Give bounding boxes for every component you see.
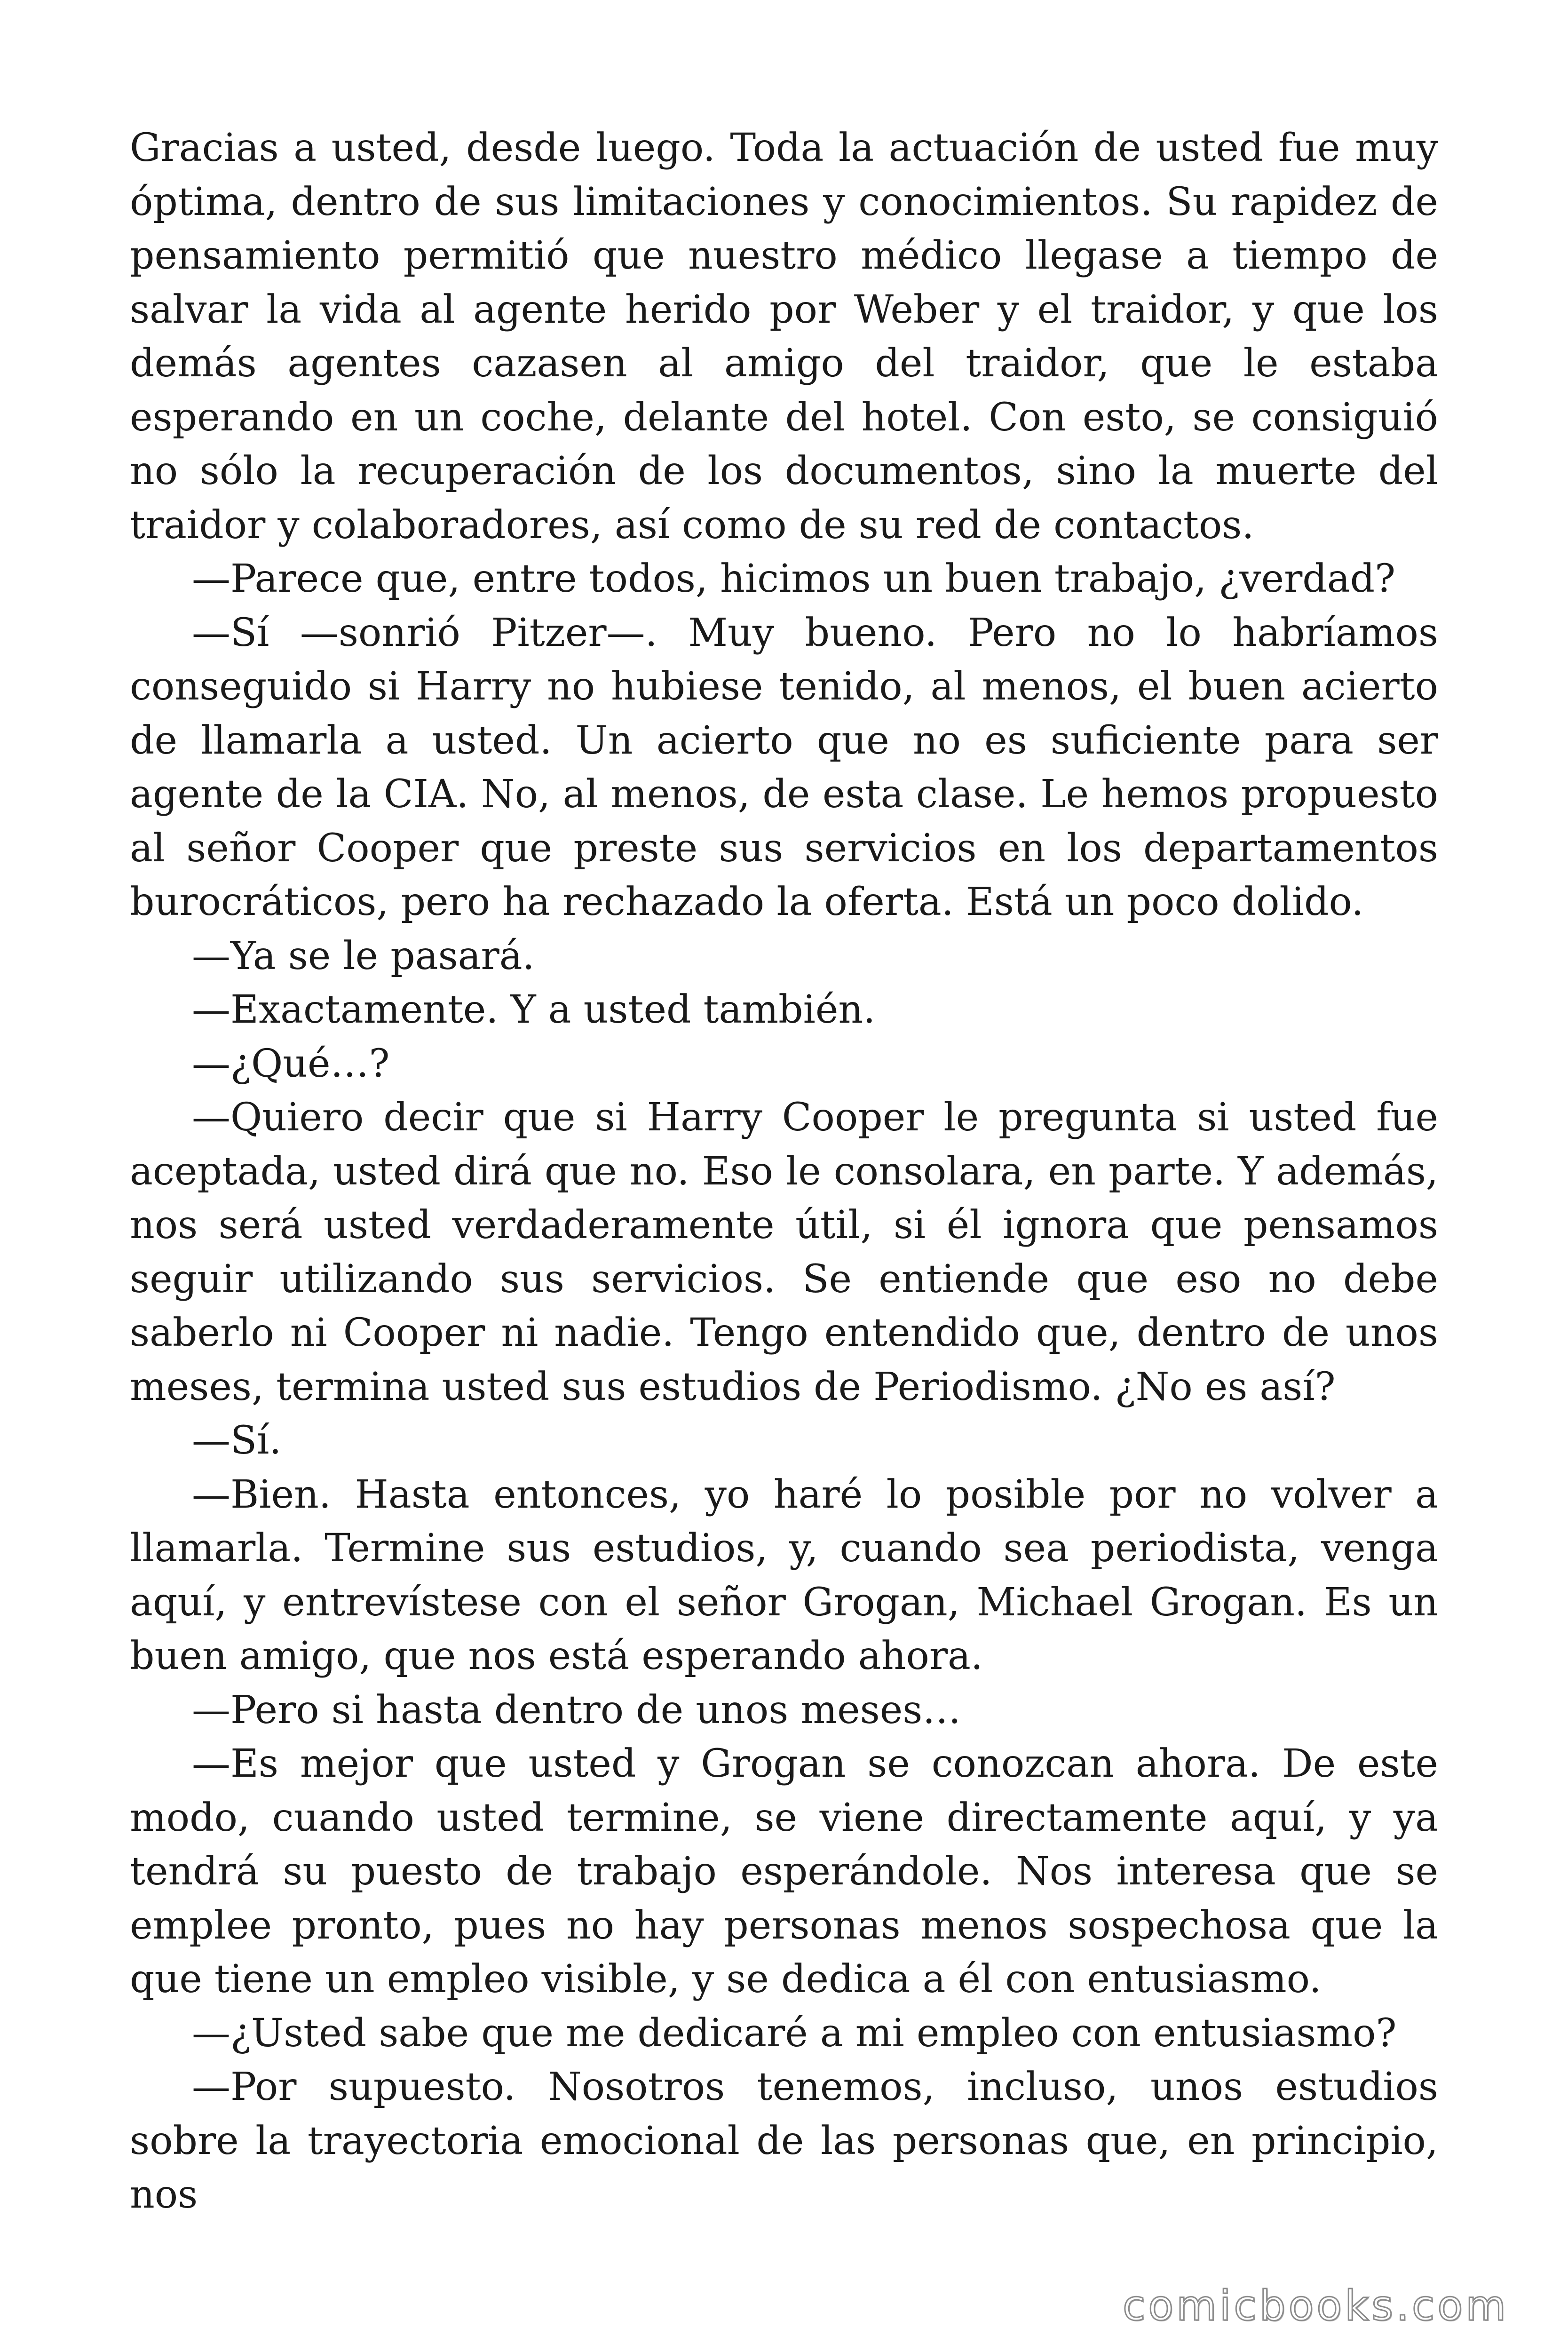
dialogue-paragraph: —Es mejor que usted y Grogan se conozcan ahora. De este modo, cuando usted termine, se viene directamente aquí, y ya tendrá su puesto de trabajo esperándole. Nos interesa que se emplee pronto, pues no hay personas menos sospechosa que la que tiene un empleo visible, y se dedica a él con entusiasmo. — [130, 1741, 1438, 2002]
dialogue-paragraph: —Ya se le pasará. — [192, 933, 535, 978]
dialogue-paragraph: —Sí —sonrió Pitzer—. Muy bueno. Pero no lo habríamos conseguido si Harry no hubiese tenido, al menos, el buen acierto de llamarla a usted. Un acierto que no es suficiente para ser agente de la CIA. No, al menos, de esta clase. Le hemos propuesto al señor Cooper que preste sus servicios en los departamentos burocráticos, pero ha rechazado la oferta. Está un poco dolido. — [130, 610, 1438, 924]
dialogue-paragraph: —Quiero decir que si Harry Cooper le pregunta si usted fue aceptada, usted dirá que no. Eso le consolara, en parte. Y además, nos será usted verdaderamente útil, si él ignora que pensamos seguir utilizando sus servicios. Se entiende que eso no debe saberlo ni Cooper ni nadie. Tengo entendido que, dentro de unos meses, termina usted sus estudios de Periodismo. ¿No es así? — [130, 1095, 1438, 1409]
paragraph-continuation: Gracias a usted, desde luego. Toda la actuación de usted fue muy óptima, dentro de sus limitaciones y conocimientos. Su rapidez de pensamiento permitió que nuestro médico llegase a tiempo de salvar la vida al agente herido por Weber y el traidor, y que los demás agentes cazasen al amigo del traidor, que le estaba esperando en un coche, delante del hotel. Con esto, se consiguió no sólo la recuperación de los documentos, sino la muerte del traidor y colaboradores, así como de su red de contactos. — [130, 126, 1438, 548]
dialogue-paragraph: —Pero si hasta dentro de unos meses… — [192, 1687, 961, 1732]
dialogue-paragraph: —Exactamente. Y a usted también. — [192, 987, 876, 1032]
dialogue-paragraph: —Sí. — [192, 1418, 282, 1463]
watermark: comicbooks.com — [1122, 2281, 1509, 2330]
dialogue-paragraph: —¿Qué…? — [192, 1041, 390, 1086]
dialogue-paragraph: —Parece que, entre todos, hicimos un buen trabajo, ¿verdad? — [192, 556, 1396, 601]
body-text — [130, 121, 1438, 2222]
dialogue-paragraph: —Bien. Hasta entonces, yo haré lo posible por no volver a llamarla. Termine sus estudios, y, cuando sea periodista, venga aquí, y entrevístese con el señor Grogan, Michael Grogan. Es un buen amigo, que nos está esperando ahora. — [130, 1472, 1438, 1678]
dialogue-paragraph: —¿Usted sabe que me dedicaré a mi empleo con entusiasmo? — [192, 2010, 1397, 2056]
dialogue-paragraph: —Por supuesto. Nosotros tenemos, incluso, unos estudios sobre la trayectoria emocional de las personas que, en principio, nos — [130, 2065, 1438, 2217]
